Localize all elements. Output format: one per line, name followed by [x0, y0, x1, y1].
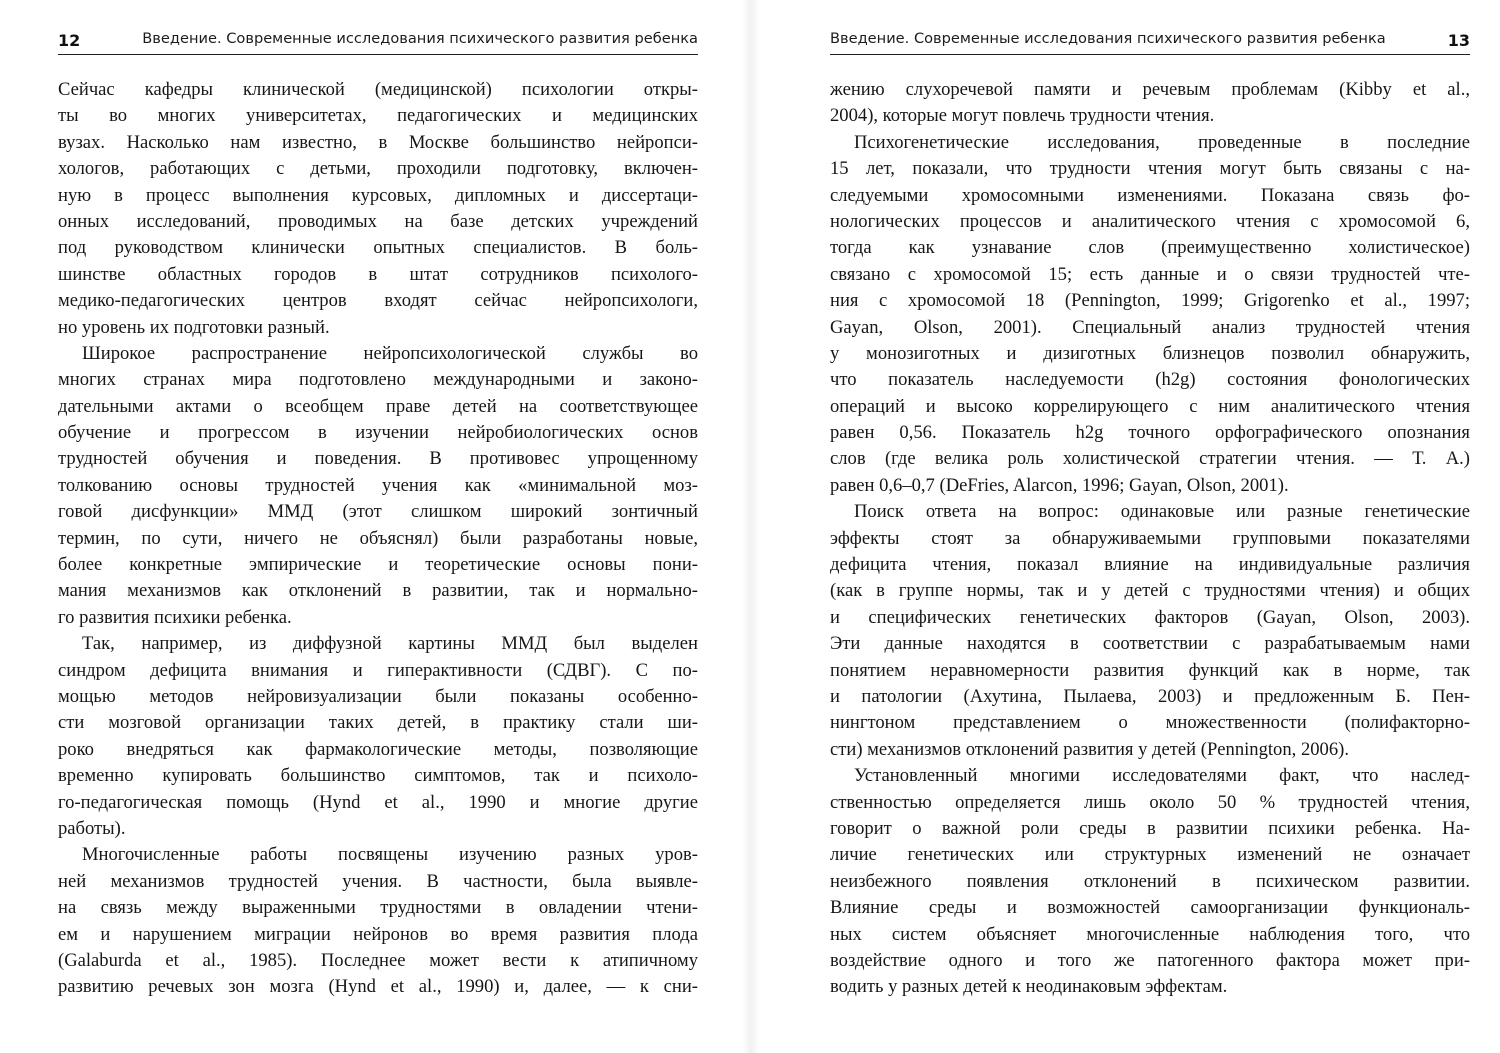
- text-line: го развития психики ребенка.: [58, 606, 292, 628]
- text-line: ты во многих университетах, педагогических и медицинских: [58, 105, 698, 127]
- text-line: тогда как узнавание слов (преимущественно холистическое): [830, 237, 1470, 259]
- text-line: (Galaburda et al., 1985). Последнее может вести к атипичному: [58, 949, 698, 971]
- text-line: онных исследований, проводимых на базе детских учреждений: [58, 210, 698, 232]
- left-text-block: [58, 77, 698, 1001]
- left-page-number: 12: [58, 31, 81, 50]
- text-line: мания механизмов как отклонений в развитии, так и нормально-: [58, 580, 698, 602]
- text-line: го-педагогическая помощь (Hynd et al., 1990 и многие другие: [58, 791, 698, 813]
- text-line: хологов, работающих с детьми, проходили подготовку, включен-: [58, 158, 698, 180]
- text-line: вузах. Насколько нам известно, в Москве большинство нейропси-: [58, 131, 698, 153]
- text-line: ственностью определяется лишь около 50 % трудностей чтения,: [830, 791, 1470, 813]
- left-running-head: [58, 28, 698, 55]
- text-line: (как в группе нормы, так и у детей с трудностями чтения) и общих: [830, 580, 1470, 602]
- text-line: жению слухоречевой памяти и речевым проблемам (Kibby et al.,: [830, 79, 1470, 100]
- right-page-number: 13: [1447, 31, 1470, 50]
- text-line: 15 лет, показали, что трудности чтения могут быть связаны с на-: [830, 158, 1470, 180]
- left-running-head-title: Введение. Современные исследования психического развития ребенка: [142, 30, 698, 47]
- text-line: Широкое распространение нейропсихологической службы во: [82, 342, 698, 364]
- text-line: термин, по сути, ничего не объяснял) были разработаны новые,: [58, 527, 698, 549]
- text-line: Так, например, из диффузной картины ММД был выделен: [82, 633, 698, 655]
- right-page: [760, 0, 1500, 1053]
- text-line: более конкретные эмпирические и теоретические основы пони-: [58, 554, 698, 576]
- text-line: дательными актами о всеобщем праве детей на соответствующее: [58, 395, 698, 417]
- right-running-head-title: Введение. Современные исследования психического развития ребенка: [830, 30, 1386, 47]
- text-line: следуемыми хромосомными изменениями. Показана связь фо-: [830, 184, 1470, 206]
- text-line: роко внедряться как фармакологические методы, позволяющие: [58, 738, 698, 760]
- right-text-block: [830, 77, 1470, 1001]
- text-line: сти мозговой организации таких детей, в практику стали ши-: [58, 712, 698, 734]
- text-line: 2004), которые могут повлечь трудности чтения.: [830, 105, 1215, 127]
- text-line: говорит о важной роли среды в развитии психики ребенка. На-: [830, 817, 1470, 839]
- text-line: Влияние среды и возможностей самоорганизации функциональ-: [830, 897, 1470, 919]
- text-line: равен 0,56. Показатель h2g точного орфографического опознания: [830, 422, 1470, 444]
- text-line: у монозиготных и дизиготных близнецов позволил обнаружить,: [830, 342, 1470, 364]
- text-line: сти) механизмов отклонений развития у детей (Pennington, 2006).: [830, 738, 1349, 760]
- text-line: но уровень их подготовки разный.: [58, 316, 330, 338]
- text-line: воздействие одного и того же патогенного фактора может при-: [830, 949, 1470, 971]
- book-gutter: [742, 0, 760, 1053]
- text-line: мощью методов нейровизуализации были показаны особенно-: [58, 685, 698, 707]
- text-line: ния с хромосомой 18 (Pennington, 1999; Grigorenko et al., 1997;: [830, 290, 1470, 312]
- text-line: неизбежного появления отклонений в психическом развитии.: [830, 870, 1470, 892]
- left-page: [0, 0, 742, 1053]
- text-line: трудностей обучения и поведения. В противовес упрощенному: [58, 448, 698, 470]
- text-line: равен 0,6–0,7 (DeFries, Alarcon, 1996; Gayan, Olson, 2001).: [830, 474, 1289, 496]
- text-line: водить у разных детей к неодинаковым эффектам.: [830, 976, 1228, 998]
- text-line: нингтоном представлением о множественности (полифакторно-: [830, 712, 1470, 734]
- text-line: Поиск ответа на вопрос: одинаковые или разные генетические: [854, 501, 1470, 523]
- text-line: обучение и прогрессом в изучении нейробиологических основ: [58, 422, 698, 444]
- text-line: толкованию основы трудностей учения как «минимальной моз-: [58, 474, 698, 496]
- text-line: под руководством клинически опытных специалистов. В боль-: [58, 237, 698, 259]
- text-line: ную в процесс выполнения курсовых, дипломных и диссертаци-: [58, 184, 698, 206]
- text-line: дефицита чтения, показал влияние на индивидуальные различия: [830, 554, 1470, 576]
- text-line: личие генетических или структурных изменений не означает: [830, 844, 1470, 866]
- text-line: ем и нарушением миграции нейронов во время развития плода: [58, 923, 698, 945]
- text-line: операций и высоко коррелирующего с ним аналитического чтения: [830, 395, 1470, 417]
- text-line: ных систем объясняет многочисленные наблюдения того, что: [830, 923, 1470, 945]
- text-line: Многочисленные работы посвящены изучению разных уров-: [82, 844, 698, 866]
- text-line: и специфических генетических факторов (Gayan, Olson, 2003).: [830, 606, 1470, 628]
- text-line: ней механизмов трудностей учения. В частности, была выявле-: [58, 870, 698, 892]
- text-line: понятием неравномерности развития функций как в норме, так: [830, 659, 1470, 681]
- text-line: Сейчас кафедры клинической (медицинской) психологии откры-: [58, 79, 698, 100]
- text-line: Эти данные находятся в соответствии с разрабатываемым нами: [830, 633, 1470, 655]
- text-line: эффекты стоят за обнаруживаемыми групповыми показателями: [830, 527, 1470, 549]
- right-running-head: [830, 28, 1470, 55]
- text-line: шинстве областных городов в штат сотрудников психолого-: [58, 263, 698, 285]
- text-line: связано с хромосомой 15; есть данные и о связи трудностей чте-: [830, 263, 1470, 285]
- text-line: медико-педагогических центров входят сейчас нейропсихологи,: [58, 290, 698, 312]
- text-line: слов (где велика роль холистической стратегии чтения. — Т. А.): [830, 448, 1470, 470]
- text-line: синдром дефицита внимания и гиперактивности (СДВГ). С по-: [58, 659, 698, 681]
- text-line: говой дисфункции» ММД (этот слишком широкий зонтичный: [58, 501, 698, 523]
- text-line: Психогенетические исследования, проведенные в последние: [854, 131, 1470, 153]
- text-line: что показатель наследуемости (h2g) состояния фонологических: [830, 369, 1470, 391]
- text-line: на связь между выраженными трудностями в овладении чтени-: [58, 897, 698, 919]
- text-line: нологических процессов и аналитического чтения с хромосомой 6,: [830, 210, 1470, 232]
- text-line: и патологии (Ахутина, Пылаева, 2003) и предложенным Б. Пен-: [830, 685, 1470, 707]
- text-line: работы).: [58, 817, 126, 839]
- text-line: развитию речевых зон мозга (Hynd et al., 1990) и, далее, — к сни-: [58, 976, 698, 998]
- text-line: Gayan, Olson, 2001). Специальный анализ трудностей чтения: [830, 316, 1470, 338]
- text-line: многих странах мира подготовлено международными и законо-: [58, 369, 698, 391]
- text-line: временно купировать большинство симптомов, так и психоло-: [58, 765, 698, 787]
- text-line: Установленный многими исследователями факт, что наслед-: [854, 765, 1470, 787]
